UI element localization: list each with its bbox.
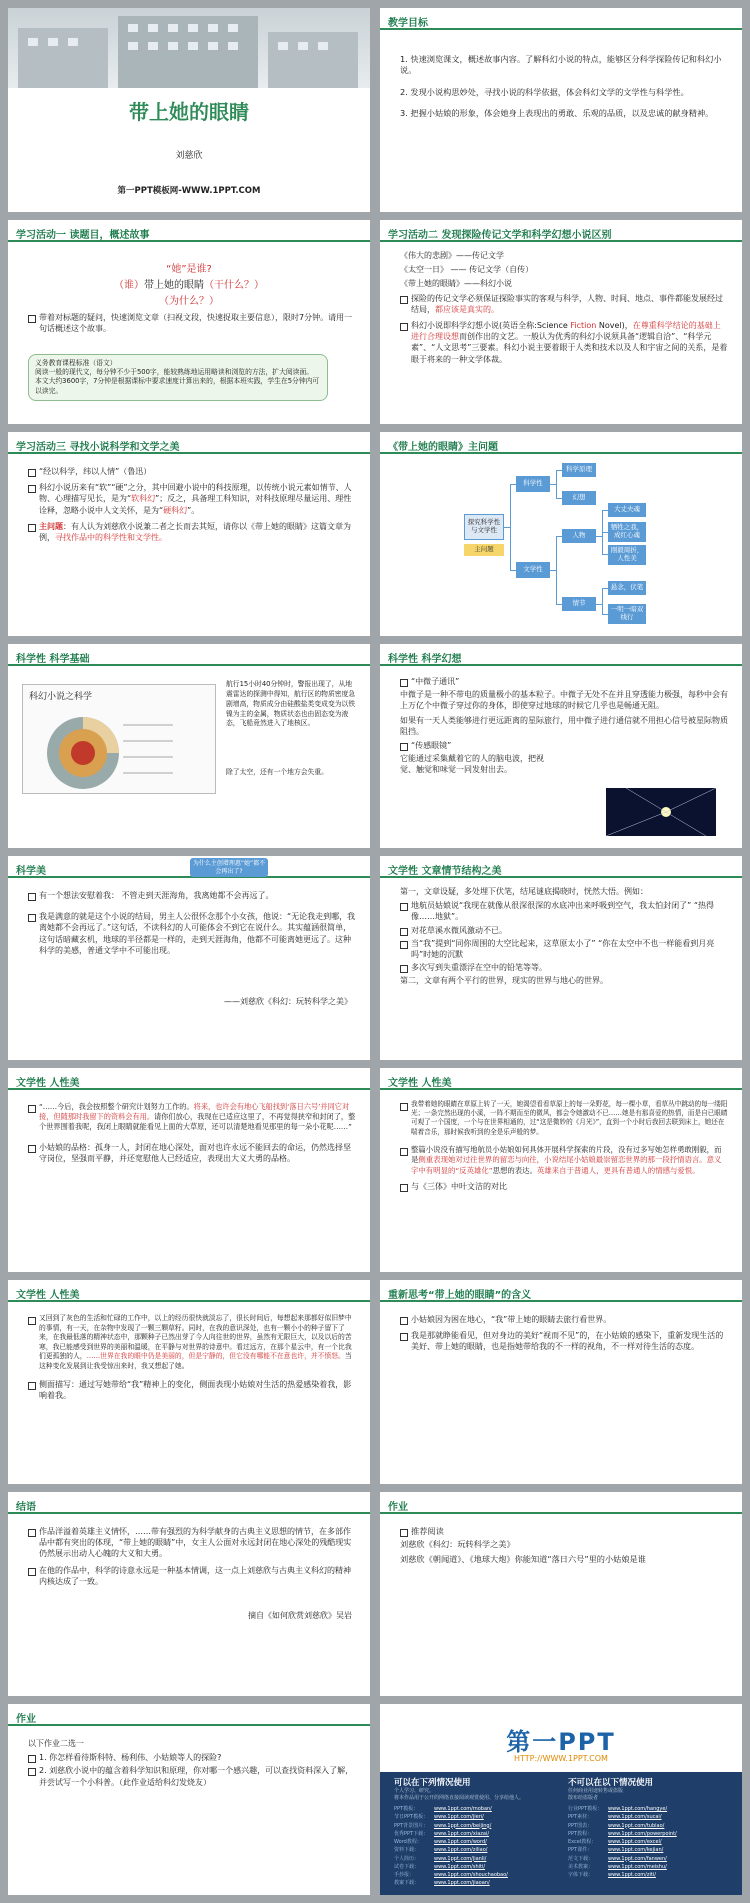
site-label: 第一PPT模板网-WWW.1PPT.COM [117, 186, 261, 196]
ad-link-label: PPT教程： [568, 1830, 593, 1837]
bullet-quote: “……今后，我会按照整个研究计划努力工作的。将来，也许会有地心飞船找到‘落日六号’并同它对接，但随那时我留下的资料会有用。请你们放心，我现在已适应这里了，不再觉得狭窄和封闭了，整个世界围着我呢，我闭上眼睛就能看见上面的大草原，还可以清楚地看见那里的每一朵小花呢……” [28, 1102, 356, 1132]
ad-links-left [394, 1805, 554, 1888]
slide-header: 科学性 科学基础 [8, 644, 370, 666]
question-2 [8, 276, 370, 291]
ad-logo: 第一PPT [506, 1728, 616, 1756]
ad-link-label: PPT背景图片： [394, 1822, 429, 1829]
goal-item: 1. 快速浏览课文，概述故事内容。了解科幻小说的特点，能够区分科学探险传记和科幻小说。 [400, 54, 722, 76]
ad-link-row[interactable] [568, 1871, 728, 1879]
goal-item: 3. 把握小姑娘的形象，体会她身上表现出的勇敢、乐观的品质，以及忠诚的献身精神。 [400, 108, 714, 119]
ad-link-row[interactable] [394, 1805, 554, 1813]
para-text: 第二，文章有两个平行的世界，现实的世界与地心的世界。 [400, 976, 608, 986]
bullet-text: 整篇小说没有描写地航员小姑娘如何具体开展科学探索的片段，没有过多写她怎样勇敢刚毅，而是侧重表现她对过往世界的留恋与向往，小说结尾小姑娘最崇留恋世界的那一段抒情语言。意义字中有明显的“反英雄化”思想的表达。英雄来自于普通人，更具有普通人的情感与爱恨。 [400, 1145, 728, 1176]
slide-goals [380, 8, 742, 212]
ad-link-label: 个人简历： [394, 1855, 420, 1862]
slide-conclusion [8, 1492, 370, 1696]
question-3: （为什么？） [159, 296, 219, 307]
bullet-text: 与《三体》中叶文洁的对比 [400, 1181, 728, 1192]
slide-science-beauty [8, 856, 370, 1060]
para-text: 它能通过采集戴着它的人的脑电波，把视觉、触觉和味觉一同发射出去。 [400, 754, 544, 775]
ad-right-note: 任何商业用途转售或盗版 [568, 1788, 624, 1794]
bullet-quote: 我带着她的眼睛在草原上转了一天，她渴望看看草原上的每一朵野花，每一棵小草，看草丛中跳动的每一缕阳光；一条完然出现的小溪，一阵不期而至的微风，都会令她激动不已……她是有那喜爱的热情，而是自已眼睛可观了一个国度，一个与在世界相通的，过“这是微妙的《月光》”，直到一个小时后我回去联到床上，她还在喘着音乐，那时候我听到的全是乐声般的梦。 [400, 1100, 728, 1137]
note-text: 除了太空，还有一个地方会失重。 [226, 768, 328, 776]
ad-link-url[interactable]: www.1ppt.com/powerpoint/ [608, 1830, 677, 1837]
ad-link-row[interactable] [568, 1822, 728, 1830]
map-fantasy: 幻想 [562, 491, 596, 505]
ad-link-url[interactable]: www.1ppt.com/fanwen/ [608, 1855, 667, 1862]
bullet-text: 多次写到失重漂浮在空中的铅笔等等。 [400, 962, 728, 973]
slide-header: 科学性 科学幻想 [380, 644, 742, 666]
callout-bubble: 为什么主创增理惠“她”都不会再出了? [190, 858, 268, 877]
ad-link-row[interactable] [394, 1863, 554, 1871]
ad-link-url[interactable]: www.1ppt.com/shouchaobao/ [434, 1872, 508, 1878]
ad-links-right [568, 1805, 728, 1879]
bullet-text: 小姑娘的品格：孤身一人，封闭在地心深处，面对也许永远不能回去的命运，仍然选择坚守岗位，坚强而平静，并还宽慰他人已经适应，表现出大义大勇的品格。 [28, 1142, 356, 1164]
ad-link-url[interactable]: www.1ppt.com/excel/ [608, 1839, 662, 1845]
building-photo [8, 8, 370, 88]
slide-header: 科学美 [8, 856, 370, 878]
ad-link-row[interactable] [568, 1863, 728, 1871]
ad-link-row[interactable] [568, 1805, 728, 1813]
slide-cover [8, 8, 370, 212]
bullet-text: 侧面描写：通过写她带给“我”精神上的变化，侧面表现小姑娘对生活的热爱感染着我，影响着我。 [28, 1379, 356, 1401]
ad-link-row[interactable] [394, 1830, 554, 1838]
ad-link-label: 美术教案： [568, 1863, 594, 1870]
slide-structure [380, 856, 742, 1060]
map-plot-2: 一明一暗双线行 [608, 604, 646, 624]
ad-link-row[interactable] [394, 1855, 554, 1863]
map-main: 主问题 [464, 544, 504, 556]
para-text: 中微子是一种不带电的质量极小的基本粒子。中微子无处不在并且穿透能力极强，每秒中会有上万亿个中微子穿过你的身体，即使穿过地球的时候它几乎也是畅通无阻。 [400, 690, 728, 711]
slide-humanity-3 [8, 1280, 370, 1484]
box-line: 本文大约3600字，7分钟是根据课标中要求速度计算出来的，根据本班实践，学生在5分钟内可以读完。 [35, 377, 320, 395]
ad-link-url[interactable]: www.1ppt.com/tubiao/ [608, 1822, 665, 1829]
homework-item: 2. 刘慈欣小说中的蕴含着科学知识和原理，你对哪一个感兴趣，可以查找资料深入了解，并尝试写一个小科普。（此作业适给科幻发烧友） [28, 1765, 356, 1787]
slide-science-basis [8, 644, 370, 848]
ad-link-label: Word教程： [394, 1839, 422, 1845]
bullet-text: 作品洋溢着英雄主义情怀，……带有强烈的为科学献身的古典主义思想的情节，在多部作品中都有突出的体现，“带上她的眼睛”中，女主人公面对永远封闭在地心深处的残酷现实仍然展示出动人心魄的大义和大勇。 [28, 1526, 356, 1560]
ad-link-url[interactable]: www.1ppt.com/hangye/ [608, 1806, 668, 1812]
ad-link-row[interactable] [394, 1838, 554, 1846]
bullet-text: 主问题：有人认为刘慈欣小说兼二者之长而去其短，请你以《带上她的眼睛》这篇文章为例，寻找作品中的科学性和文学性。 [28, 521, 356, 543]
homework-item: 1. 你怎样看待斯科特、杨利伟、小姑娘等人的探险? [28, 1752, 356, 1763]
map-sci-principle: 科学原理 [562, 463, 596, 477]
slide-activity-1 [8, 220, 370, 424]
q-title: 带上她的眼睛 [144, 280, 204, 291]
ad-link-url[interactable]: www.1ppt.com/ziti/ [608, 1872, 656, 1878]
slide-title: 带上她的眼睛 [129, 100, 249, 124]
map-science: 科学性 [516, 476, 550, 492]
excerpt-text: 航行15小时40分钟时，警报出现了，从地震雷达的探测中得知，航行区的物质密度急剧增高，物质成分由硅酸盐类变成变为以铁镍为主的金属，物质状态也由固态变为液态，飞船竟然进入了地核区。 [226, 680, 356, 728]
q-who: （谁） [114, 280, 144, 291]
slide-science-fantasy [380, 644, 742, 848]
slide-header: 文学性 人性美 [380, 1068, 742, 1090]
slide-activity-2 [380, 220, 742, 424]
slide-rethink [380, 1280, 742, 1484]
bullet-text: 科幻小说历来有“软”“硬”之分，其中回避小说中的科技原理，以传统小说元素如情节、人物、心理描写见长，是为“软科幻”；反之，具备理工科知识，对科技原理尽量运用、理性诠释，忽略小说中人文关怀，是为“硬科幻”。 [28, 482, 356, 516]
genre-line: 《太空一日》 —— 传记文学（自传） [400, 265, 534, 275]
bullet-text: 我是那就睁能看见，但对身边的美好“视而不见”的，在小姑娘的感染下，重新发现生活的美好、带上她的眼睛，也是指她带给我的不一样的视角，不一样对待生活的态度。 [400, 1330, 728, 1352]
bullet-text: 带着对标题的疑问，快速浏览文章（扫视文段，快速捉取主要信息），限时7分钟。请用一句话概述这个故事。 [28, 312, 356, 334]
ad-left-title: 可以在下列情况使用 [394, 1778, 471, 1788]
map-plot-1: 悬念，伏笔 [608, 581, 646, 595]
building-illustration [8, 8, 370, 88]
space-image [606, 788, 716, 836]
map-char-2: 牺牲之我，成红心魂 [608, 522, 646, 542]
ad-link-url[interactable]: www.1ppt.com/meishu/ [608, 1863, 667, 1870]
signature: 摘自《如何欣赏刘慈欣》吴岩 [248, 1611, 352, 1620]
ad-link-label: 试卷下载： [394, 1863, 420, 1870]
ad-link-row[interactable] [568, 1813, 728, 1821]
ad-link-row[interactable] [568, 1838, 728, 1846]
slide-activity-3 [8, 432, 370, 636]
ad-link-label: 行业PPT模板： [568, 1806, 603, 1812]
bullet-text: 有一个想法安慰着我： 不管走到天涯海角，我离她都不会再远了。 [28, 890, 356, 901]
slide-header: 结语 [8, 1492, 370, 1514]
ad-link-url[interactable]: www.1ppt.com/sucai/ [608, 1814, 662, 1821]
map-character: 人物 [562, 529, 596, 543]
bullet-text: 我是满意的就是这个小说的结局，男主人公很怀念那个小女孩，他说：“无论我走到哪，我离她都不会再远了。”这句话，不读科幻的人可能体会不到它在说什么。其实蕴涵很简单，这句话暗藏玄机，地球的半径都是一样的，走到天涯海角，他都不可能离她更远了。这种科学的美感，普通文学中不可能出现。 [28, 911, 356, 956]
ad-link-row[interactable] [568, 1846, 728, 1854]
ad-link-row[interactable] [394, 1846, 554, 1854]
slide-ad [380, 1704, 742, 1895]
ad-left-note: 个人学习、研究。 [394, 1788, 435, 1794]
ad-link-url[interactable]: www.1ppt.com/shiti/ [434, 1863, 486, 1870]
bullet-text: 探险的传记文学必须保证探险事实的客观与科学，人物、时间、地点、事件都能发展经过结局，都应该是真实的。 [400, 293, 728, 315]
bullet-text: 当“我”提到“同你周围的大空比起来，这草原太小了” “你在太空中不也一样能看到月亮吗”时她的沉默 [400, 938, 728, 960]
earth-core-illustration [23, 685, 217, 795]
ad-link-row[interactable] [394, 1822, 554, 1830]
signature: ——刘慈欣《科幻：玩转科学之美》 [224, 997, 352, 1006]
ad-link-label: 范文下载： [568, 1855, 594, 1862]
ad-link-row[interactable] [394, 1879, 554, 1887]
ad-link-row[interactable] [568, 1830, 728, 1838]
ad-link-label: 手抄报： [394, 1872, 415, 1878]
ad-link-url[interactable]: www.1ppt.com/ziliao/ [434, 1847, 488, 1854]
bullet-text: 地航员姑娘说“我现在就像从很深很深的水底冲出来呼吸到空气，我太怕封闭了” “热得像……地狱”。 [400, 900, 728, 922]
bullet-text: “经以科学，纬以人情”（鲁迅） [28, 466, 356, 477]
image-title: 科幻小说之科学 [29, 692, 93, 702]
ad-link-url[interactable]: www.1ppt.com/word/ [434, 1839, 487, 1845]
ad-footer [380, 1772, 742, 1895]
ad-right-note: 散布给盗版者 [568, 1795, 599, 1801]
ad-link-label: 资料下载： [394, 1847, 420, 1854]
para-text: 如果有一天人类能够进行更远距离的星际旅行，用中微子进行通信就不用担心信号被星际物质阻挡。 [400, 715, 728, 736]
bullet-text: 在他的作品中，科学的诗意永远是一种基本情调，这一点上刘慈欣与古典主义科幻的精神内核达成了一致。 [28, 1565, 356, 1587]
ad-link-url[interactable]: www.1ppt.com/beijing/ [434, 1822, 492, 1829]
ad-link-url[interactable]: www.1ppt.com/xiazai/ [434, 1830, 490, 1837]
ad-link-url[interactable]: www.1ppt.com/jianli/ [434, 1855, 487, 1862]
box-line: 阅读一般的现代文，每分钟不少于500字，能较熟练地运用略读和浏览的方法，扩大阅读面。 [35, 368, 314, 377]
earth-diagram [22, 684, 216, 794]
map-plot: 情节 [562, 597, 596, 611]
slide-header: 《带上她的眼睛》主问题 [380, 432, 742, 454]
ad-link-label: 优秀PPT下载： [394, 1830, 429, 1837]
ad-link-label: PPT图表： [568, 1822, 593, 1829]
box-title: 义务教育课程标准（语文） [35, 359, 117, 367]
bullet-text: 科幻小说即科学幻想小说(英语全称:Science Fiction Novel)，在尊重科学结论的基础上进行合理设想而创作出的文艺。一般认为优秀的科幻小说须具备“逻辑自洽”、“科学元素”、“人文思考”三要素。科幻小说主要着眼于人类和技术以及人和宇宙之间的关系，是着眼于将来的一种文学体裁。 [400, 320, 728, 365]
map-literature: 文学性 [516, 562, 550, 578]
slide-humanity-2 [380, 1068, 742, 1272]
slide-header: 学习活动三 寻找小说科学和文学之美 [8, 432, 370, 454]
bullet-text: “中微子通讯” [400, 676, 728, 687]
ad-link-url[interactable]: www.1ppt.com/moban/ [434, 1806, 492, 1812]
slide-mindmap [380, 432, 742, 636]
slide-header: 学习活动一 读题目，概述故事 [8, 220, 370, 242]
ad-link-url[interactable]: www.1ppt.com/kejian/ [608, 1847, 664, 1854]
ad-right-title: 不可以在以下情况使用 [568, 1778, 654, 1788]
slide-header: 学习活动二 发现探险传记文学和科学幻想小说区别 [380, 220, 742, 242]
ad-link-label: 节日PPT模板： [394, 1814, 429, 1821]
bullet-text: 小姑娘因为困在地心，“我”带上她的眼睛去旅行看世界。 [400, 1314, 728, 1325]
slide-header: 教学目标 [380, 8, 742, 30]
slide-header: 文学性 人性美 [8, 1068, 370, 1090]
slide-homework-1 [380, 1492, 742, 1696]
ad-link-row[interactable] [394, 1871, 554, 1879]
reading-item: 刘慈欣《科幻：玩转科学之美》 [400, 1539, 515, 1550]
ad-url: HTTP://WWW.1PPT.COM [514, 1754, 608, 1763]
genre-line: 《伟大的悲剧》——传记文学 [400, 251, 504, 260]
ad-left-note: 将本作品用于公开的网络直接阅读观赏使用、分享给他人。 [394, 1795, 525, 1801]
ad-link-label: 字体下载： [568, 1872, 594, 1878]
ad-link-label: PPT课件： [568, 1847, 593, 1854]
para-text: 第一，文章设疑，多处埋下伏笔，结尾谜底揭晓时，恍然大悟。例如： [400, 887, 648, 896]
map-root: 探究科学性与文学性 [464, 514, 504, 540]
slide-humanity-1 [8, 1068, 370, 1272]
goal-item: 2. 发现小说构思妙处，寻找小说的科学依据，体会科幻文学的文学性与科学性。 [400, 86, 689, 97]
ad-link-row[interactable] [394, 1813, 554, 1821]
bullet-text: “传感眼镜” [400, 740, 728, 751]
slide-homework-2 [8, 1704, 370, 1895]
slide-header: 作业 [380, 1492, 742, 1514]
ad-link-label: PPT素材： [568, 1814, 593, 1821]
genre-line: 《带上她的眼睛》——科幻小说 [400, 279, 512, 289]
bullet-text: 推荐阅读 [400, 1526, 728, 1537]
q-what: （干什么？） [204, 280, 264, 291]
bullet-quote: 又回到了灰色的生活和忙碌的工作中，以上的经历很快就淡忘了，很长时间后，每想起来那都好似旧梦中的事情，有一天，在杂物中发现了一颗三颗草籽。同时，在我的意识深处，也有一颗小小的种子留下了来，在我最低落的精神状态中，那颗种子已然出芽了今人向往世的世界，虽然有无限巨大，以及以后的苦寒，我已能感受到世界的美丽和温暖，在平静与对世界的诗意中。看过远方，在那个星云中，有一个比我们更孤独的人，……世界在我的眼中仍是美丽的，但是宁静的，但它没有哪能不在意也许，并不愤怒。当这种变化发展到让我受惊出来时，我又想起了她。 [28, 1314, 356, 1371]
ad-link-label: PPT模板： [394, 1806, 419, 1812]
ad-link-url[interactable]: www.1ppt.com/jieri/ [434, 1814, 484, 1821]
reading-item: 刘慈欣《朝闻道》、《地球大炮》你能知道“落日六号”里的小姑娘是谁 [400, 1553, 646, 1564]
ad-link-url[interactable]: www.1ppt.com/jiaoan/ [434, 1880, 490, 1887]
slide-author: 刘慈欣 [175, 151, 203, 161]
slide-header: 文学性 文章情节结构之美 [380, 856, 742, 878]
map-char-1: 大丈夫魂 [608, 503, 646, 517]
ad-link-label: Excel教程： [568, 1839, 597, 1845]
slide-header: 文学性 人性美 [8, 1280, 370, 1302]
question-1: “她”是谁? [166, 264, 212, 275]
homework-lead: 以下作业二选一 [28, 1739, 84, 1748]
ad-link-row[interactable] [568, 1855, 728, 1863]
map-char-3: 刚毅周折，人性美 [608, 545, 646, 565]
slide-header: 重新思考“带上她的眼睛”的含义 [380, 1280, 742, 1302]
slide-header: 作业 [8, 1704, 370, 1726]
bullet-text: 对花草溪水微风激动不已。 [400, 925, 728, 936]
curriculum-box [28, 354, 328, 401]
ad-link-label: 教案下载： [394, 1880, 420, 1887]
